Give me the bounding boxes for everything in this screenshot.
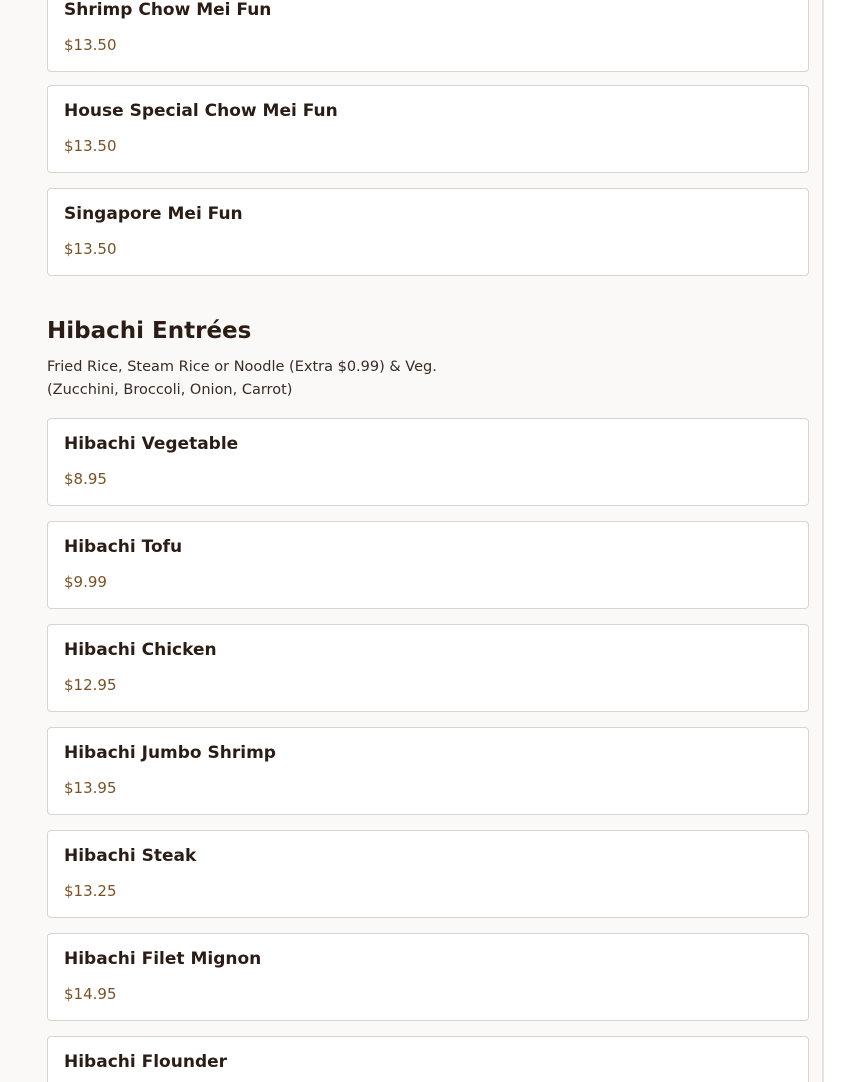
menu-item-card[interactable] (47, 830, 809, 918)
menu-item-price: $12.95 (64, 676, 117, 694)
menu-item-price: $13.50 (64, 137, 117, 155)
menu-item-card[interactable] (47, 521, 809, 609)
menu-item-name: Hibachi Flounder (64, 1052, 228, 1072)
menu-item-price: $13.50 (64, 36, 117, 54)
menu-item-name: Hibachi Vegetable (64, 434, 239, 454)
menu-item-price: $8.95 (64, 470, 107, 488)
section-description (47, 356, 447, 402)
menu-item-card[interactable] (47, 933, 809, 1021)
menu-item-name: Hibachi Jumbo Shrimp (64, 743, 276, 763)
menu-item-name: Hibachi Steak (64, 846, 197, 866)
menu-item-name: House Special Chow Mei Fun (64, 101, 338, 121)
section-description-line: (Zucchini, Broccoli, Onion, Carrot) (47, 382, 293, 398)
menu-item-card[interactable] (47, 188, 809, 276)
menu-item-name: Shrimp Chow Mei Fun (64, 0, 272, 20)
menu-item-price: $13.50 (64, 240, 117, 258)
menu-item-price: $13.95 (64, 779, 117, 797)
menu-item-name: Singapore Mei Fun (64, 204, 243, 224)
menu-item-price: $9.99 (64, 573, 107, 591)
menu-item-card[interactable] (47, 624, 809, 712)
menu-item-name: Hibachi Chicken (64, 640, 217, 660)
menu-item-name: Hibachi Filet Mignon (64, 949, 262, 969)
menu-item-price: $13.25 (64, 882, 117, 900)
menu-item-card[interactable] (47, 85, 809, 173)
section-description-line: Fried Rice, Steam Rice or Noodle (Extra $0.99) & Veg. (47, 359, 437, 375)
menu-item-card[interactable] (47, 418, 809, 506)
menu-item-card[interactable] (47, 1036, 809, 1082)
menu-item-card[interactable] (47, 0, 809, 72)
menu-item-card[interactable] (47, 727, 809, 815)
section-title: Hibachi Entrées (47, 318, 252, 344)
menu-item-price: $14.95 (64, 985, 117, 1003)
menu-item-name: Hibachi Tofu (64, 537, 183, 557)
